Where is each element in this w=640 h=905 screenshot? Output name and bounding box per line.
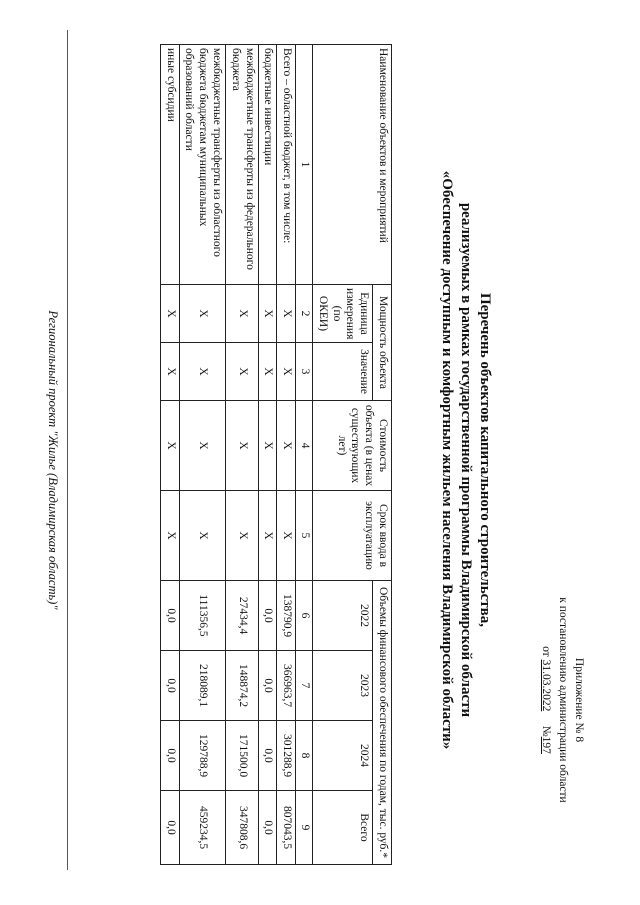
- table-row: [179, 45, 225, 865]
- row-2023: 148874,2: [226, 651, 259, 721]
- row-commission: Х: [226, 491, 259, 581]
- row-total: 347808,6: [226, 791, 259, 865]
- row-2024: 0,0: [160, 721, 179, 791]
- row-2024: 171500,0: [226, 721, 259, 791]
- row-2022: 0,0: [160, 581, 179, 651]
- header-name: Наименование объектов и мероприятий: [313, 45, 392, 285]
- row-commission: Х: [160, 491, 179, 581]
- appendix-header: [537, 550, 586, 850]
- row-2022: 138790,9: [277, 581, 296, 651]
- row-value: Х: [277, 343, 296, 401]
- decree-date-line: [537, 550, 553, 850]
- header-value: Значение: [313, 343, 373, 401]
- row-name: бюджетные инвестиции: [258, 45, 277, 285]
- header-total: Всего: [313, 791, 373, 865]
- row-unit: Х: [226, 285, 259, 343]
- row-cost: Х: [226, 401, 259, 491]
- row-value: Х: [160, 343, 179, 401]
- decree-number: 197: [539, 736, 552, 754]
- row-unit: Х: [277, 285, 296, 343]
- row-2022: 111356,5: [179, 581, 225, 651]
- number-prefix: №: [539, 725, 552, 737]
- row-cost: Х: [258, 401, 277, 491]
- row-total: 0,0: [160, 791, 179, 865]
- table-row: [226, 45, 259, 865]
- row-unit: Х: [160, 285, 179, 343]
- col-number: 9: [296, 791, 313, 865]
- row-cost: Х: [277, 401, 296, 491]
- col-number: 7: [296, 651, 313, 721]
- header-unit: Единица измерения (по ОКЕИ): [313, 285, 373, 343]
- row-total: 0,0: [258, 791, 277, 865]
- row-name: Всего – областной бюджет, в том числе:: [277, 45, 296, 285]
- col-number: 1: [296, 45, 313, 285]
- title-line-1: Перечень объектов капитального строительства,: [477, 292, 493, 628]
- appendix-line: к постановлению администрации области: [557, 597, 570, 803]
- title-line-3: «Обеспечение доступным и комфортным жильем населения Владимирской области»: [438, 170, 455, 750]
- row-name: межбюджетные трансферты из областного бюджета бюджетам муниципальных образований области: [179, 45, 225, 285]
- header-2022: 2022: [313, 581, 373, 651]
- row-name: иные субсидии: [160, 45, 179, 285]
- col-number: 5: [296, 491, 313, 581]
- row-commission: Х: [258, 491, 277, 581]
- date-prefix: от: [539, 646, 552, 657]
- regional-project-caption: Региональный проект "Жилье (Владимирская область)": [46, 310, 60, 610]
- row-2024: 129788,9: [179, 721, 225, 791]
- row-2023: 218089,1: [179, 651, 225, 721]
- row-total: 459234,5: [179, 791, 225, 865]
- col-number: 3: [296, 343, 313, 401]
- header-commission: Срок ввода в эксплуатацию: [313, 491, 392, 581]
- row-2024: 0,0: [258, 721, 277, 791]
- row-2024: 301288,9: [277, 721, 296, 791]
- row-name: межбюджетные трансферты из федерального бюджета: [226, 45, 259, 285]
- table-row: [258, 45, 277, 865]
- decree-date: 31.03.2022: [539, 659, 552, 712]
- row-cost: Х: [179, 401, 225, 491]
- header-capacity: Мощность объекта: [373, 285, 392, 401]
- col-number: 6: [296, 581, 313, 651]
- header-2024: 2024: [313, 721, 373, 791]
- row-2022: 0,0: [258, 581, 277, 651]
- row-total: 807043,5: [277, 791, 296, 865]
- divider-line: [67, 30, 68, 870]
- row-value: Х: [179, 343, 225, 401]
- document-title: [436, 30, 494, 890]
- row-value: Х: [258, 343, 277, 401]
- landscape-sheet: [30, 30, 590, 890]
- row-value: Х: [226, 343, 259, 401]
- col-number: 4: [296, 401, 313, 491]
- row-commission: Х: [277, 491, 296, 581]
- table-row: [277, 45, 296, 865]
- appendix-title: Приложение № 8: [573, 657, 585, 743]
- row-2023: 366963,7: [277, 651, 296, 721]
- row-2022: 27434,4: [226, 581, 259, 651]
- header-finance: Объемы финансового обеспечения по годам, тыс. руб.*: [373, 581, 392, 865]
- column-number-row: [296, 45, 313, 865]
- row-unit: Х: [258, 285, 277, 343]
- capital-construction-table: [160, 44, 392, 865]
- row-unit: Х: [179, 285, 225, 343]
- row-commission: Х: [179, 491, 225, 581]
- row-cost: Х: [160, 401, 179, 491]
- header-cost: Стоимость объекта (в ценах существующих лет): [313, 401, 392, 491]
- header-2023: 2023: [313, 651, 373, 721]
- row-2023: 0,0: [160, 651, 179, 721]
- row-2023: 0,0: [258, 651, 277, 721]
- title-line-2: реализуемых в рамках государственной программы Владимирской области: [457, 202, 474, 718]
- col-number: 8: [296, 721, 313, 791]
- col-number: 2: [296, 285, 313, 343]
- table-row: [160, 45, 179, 865]
